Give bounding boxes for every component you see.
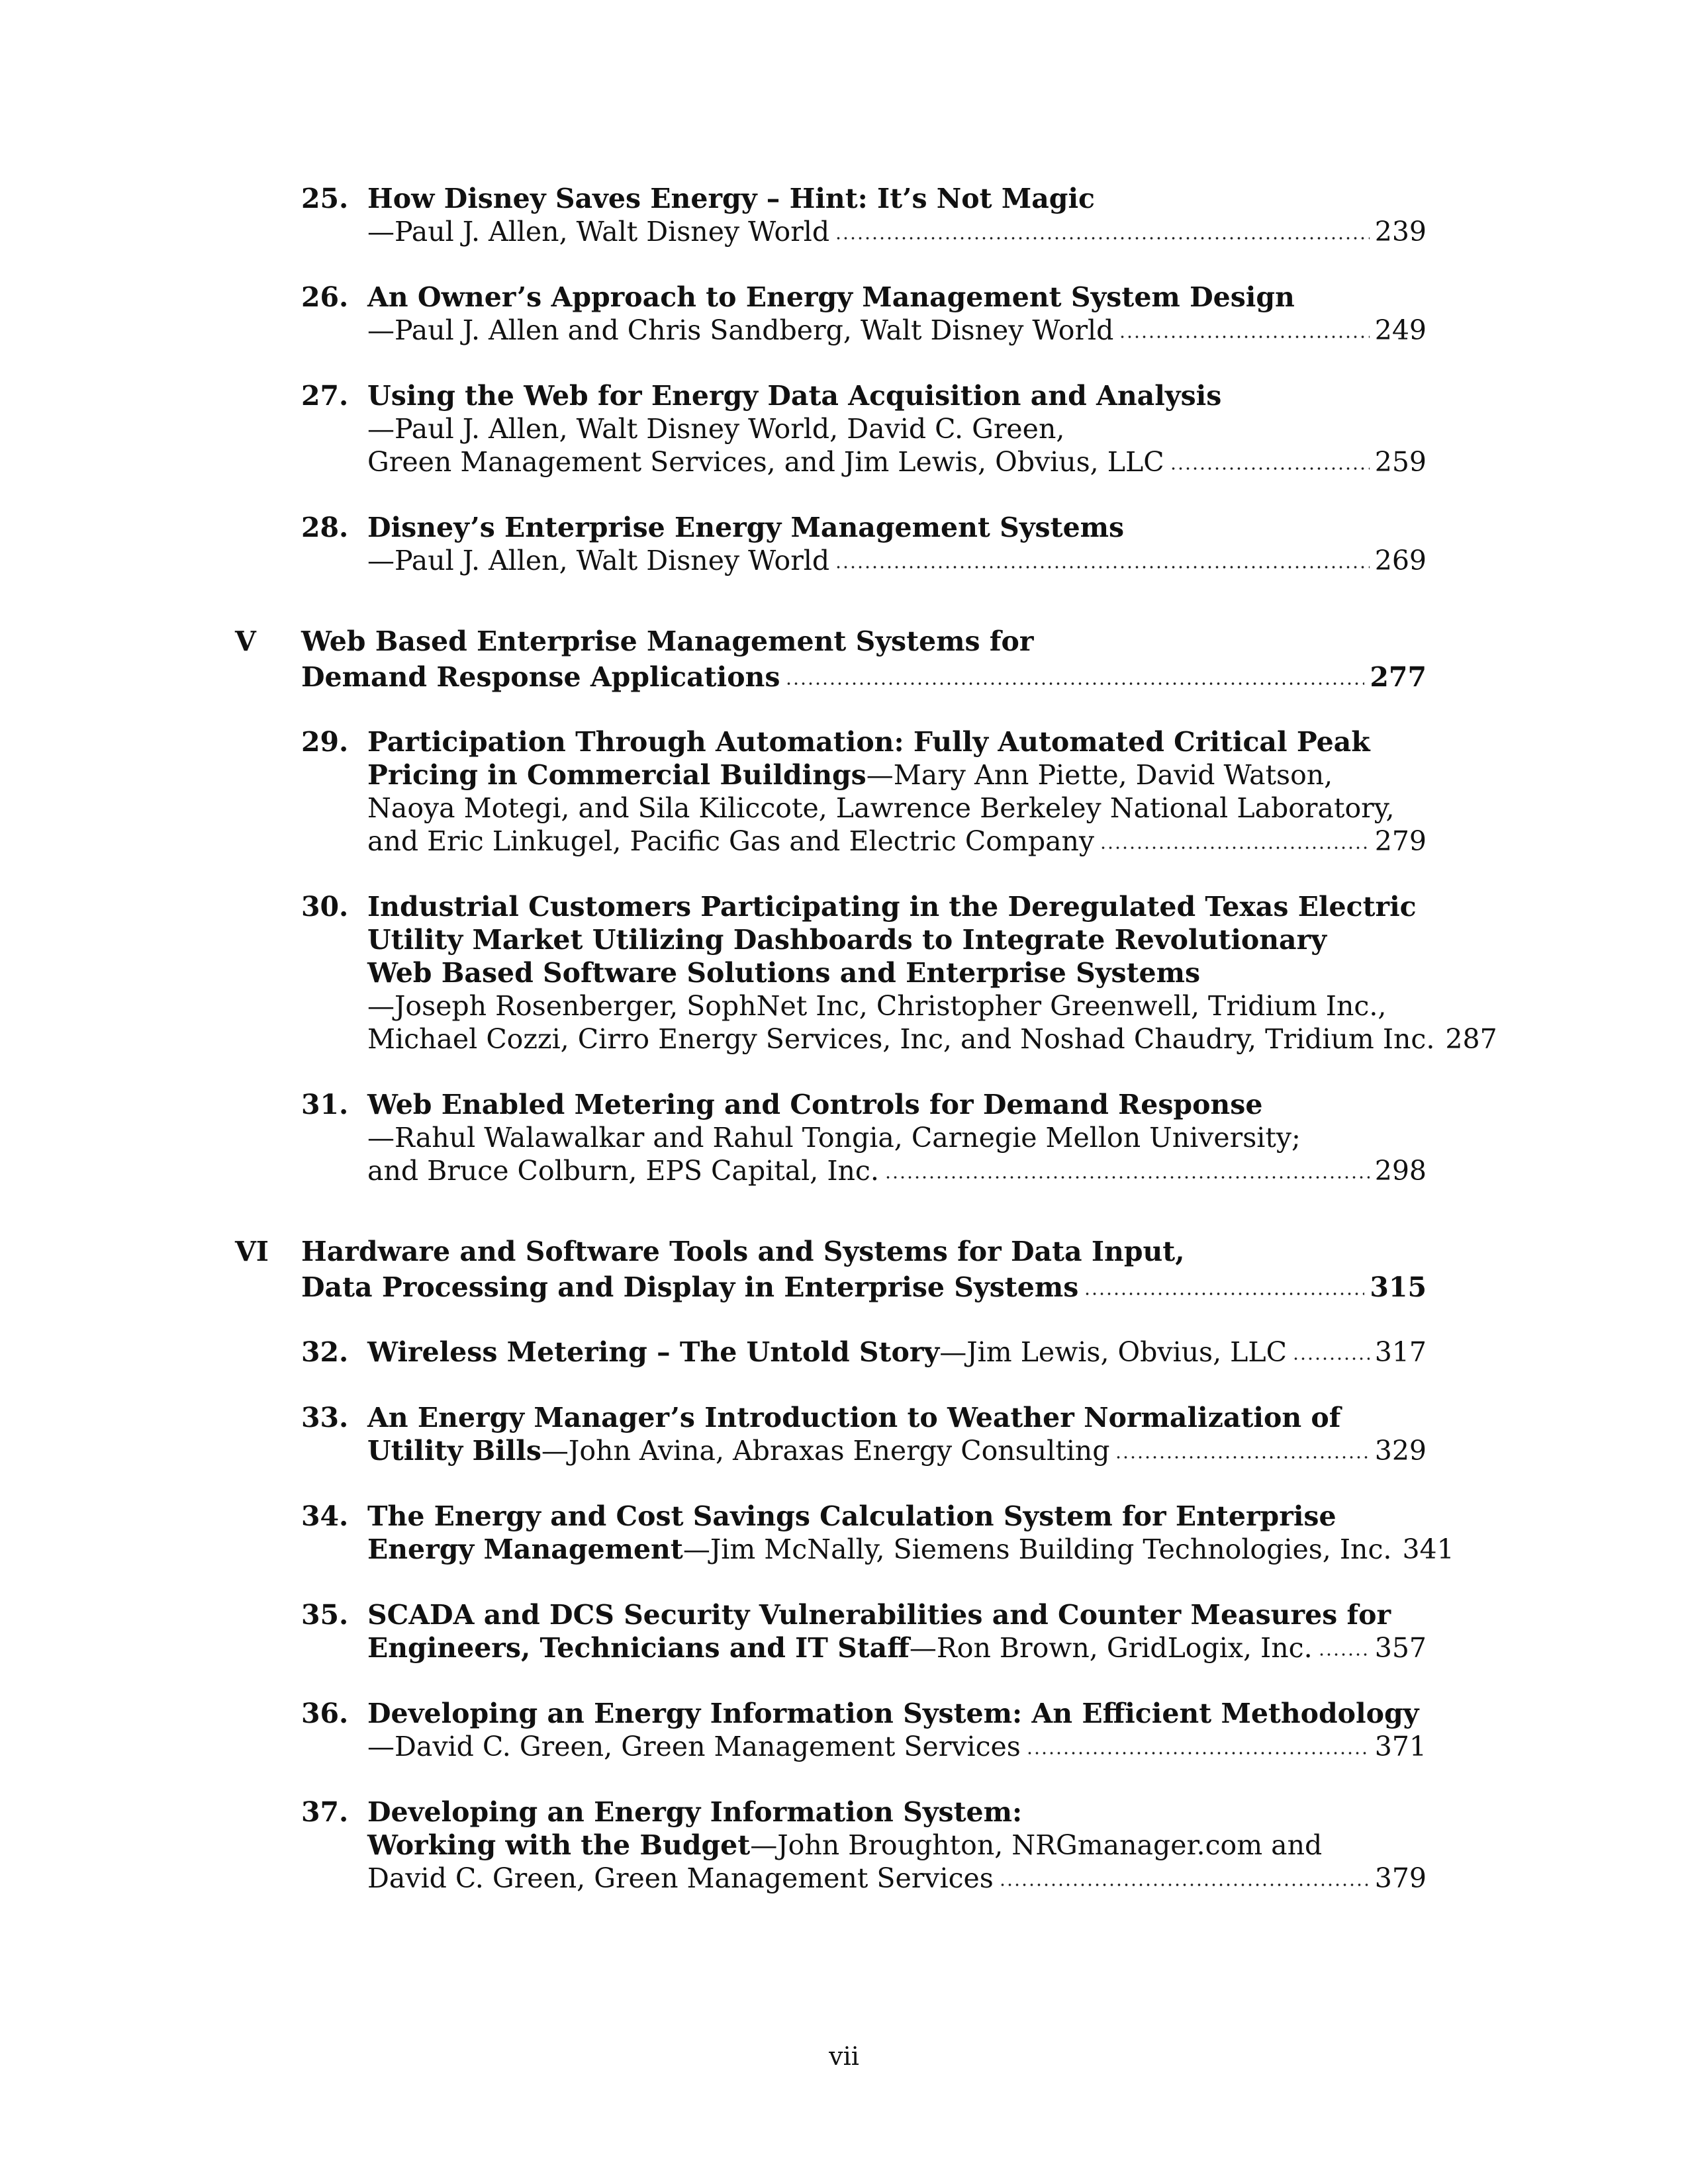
entry-title-cont: Energy Management xyxy=(367,1533,683,1565)
toc-entry-33 xyxy=(301,1401,1427,1467)
entry-number: 27. xyxy=(301,380,349,412)
entry-leader-line xyxy=(367,544,1427,577)
entry-page: 279 xyxy=(1374,825,1427,857)
toc-entry-26 xyxy=(301,281,1427,347)
toc-entry-37 xyxy=(301,1796,1427,1895)
toc-entry-32 xyxy=(301,1336,1427,1369)
entry-title: Disney’s Enterprise Energy Management Systems xyxy=(367,512,1125,543)
entry-number: 37. xyxy=(301,1796,349,1828)
entry-title: An Energy Manager’s Introduction to Weather Normalization of xyxy=(367,1402,1341,1433)
entry-title: Using the Web for Energy Data Acquisition and Analysis xyxy=(367,380,1222,412)
entry-authors-cont: Naoya Motegi, and Sila Kiliccote, Lawrence Berkeley National Laboratory, xyxy=(367,792,1395,824)
part-page: 315 xyxy=(1370,1271,1427,1303)
entry-title: Web Enabled Metering and Controls for Demand Response xyxy=(367,1089,1263,1120)
entry-title-line2 xyxy=(367,758,1427,792)
entry-authors: —Jim Lewis, Obvius, LLC xyxy=(939,1336,1287,1368)
dot-leader xyxy=(785,666,1364,686)
toc-entry-30 xyxy=(301,890,1497,1056)
entry-title-line2 xyxy=(367,1829,1427,1862)
entry-leader-line xyxy=(367,1023,1497,1056)
entry-authors: —John Broughton, NRGmanager.com and xyxy=(750,1829,1323,1861)
entry-authors-cont: and Bruce Colburn, EPS Capital, Inc. xyxy=(367,1155,879,1187)
entry-authors: —Paul J. Allen, Walt Disney World, David C. Green, xyxy=(367,413,1065,445)
entry-leader-line xyxy=(367,1434,1427,1467)
part-title-cont: Data Processing and Display in Enterprise Systems xyxy=(301,1271,1079,1303)
entry-title-cont: Utility Market Utilizing Dashboards to Integrate Revolutionary xyxy=(367,924,1327,956)
entry-number: 33. xyxy=(301,1402,349,1433)
part-numeral: VI xyxy=(235,1236,269,1267)
entry-title: Developing an Energy Information System: xyxy=(367,1796,1023,1828)
dot-leader xyxy=(835,550,1370,570)
entry-leader-line xyxy=(367,314,1427,347)
entry-title: An Owner’s Approach to Energy Management System Design xyxy=(367,281,1295,313)
entry-authors: —Mary Ann Piette, David Watson, xyxy=(866,759,1333,791)
entry-page: 317 xyxy=(1374,1336,1427,1368)
dot-leader xyxy=(1115,1440,1369,1460)
entry-page: 239 xyxy=(1374,216,1427,248)
entry-page: 259 xyxy=(1374,446,1427,478)
entry-authors: —Ron Brown, GridLogix, Inc. xyxy=(909,1632,1313,1664)
entry-leader-line xyxy=(367,1631,1427,1664)
dot-leader xyxy=(1318,1637,1370,1657)
entry-title-cont: Web Based Software Solutions and Enterprise Systems xyxy=(367,957,1201,989)
entry-title: Wireless Metering – The Untold Story xyxy=(367,1336,940,1368)
entry-number: 36. xyxy=(301,1698,349,1729)
entry-page: 298 xyxy=(1374,1155,1427,1187)
entry-authors-cont: and Eric Linkugel, Pacific Gas and Electric Company xyxy=(367,825,1095,857)
dot-leader xyxy=(1292,1342,1370,1361)
entry-title-cont: Utility Bills xyxy=(367,1435,541,1467)
entry-leader-line xyxy=(367,1336,1427,1369)
entry-title: Developing an Energy Information System: An Efficient Methodology xyxy=(367,1698,1419,1729)
part-leader-line xyxy=(301,659,1427,695)
entry-leader-line xyxy=(367,215,1427,248)
entry-number: 34. xyxy=(301,1500,349,1532)
dot-leader xyxy=(999,1868,1370,1888)
entry-title-cont: Engineers, Technicians and IT Staff xyxy=(367,1632,910,1664)
part-heading-vi xyxy=(235,1234,1427,1305)
entry-leader-line xyxy=(367,1862,1427,1895)
entry-authors-cont: Michael Cozzi, Cirro Energy Services, Inc, and Noshad Chaudry, Tridium Inc. xyxy=(367,1023,1435,1055)
entry-number: 32. xyxy=(301,1336,349,1368)
entry-page: 371 xyxy=(1374,1731,1427,1762)
entry-page: 287 xyxy=(1445,1023,1497,1055)
part-leader-line xyxy=(301,1269,1427,1305)
entry-page: 269 xyxy=(1374,545,1427,576)
entry-page: 379 xyxy=(1374,1862,1427,1894)
dot-leader xyxy=(835,221,1370,241)
toc-entry-36 xyxy=(301,1697,1427,1763)
entry-number: 30. xyxy=(301,891,349,923)
entry-number: 28. xyxy=(301,512,349,543)
page-number: vii xyxy=(829,2042,859,2071)
entry-number: 35. xyxy=(301,1599,349,1631)
entry-leader-line xyxy=(367,1730,1427,1763)
entry-title-cont: Working with the Budget xyxy=(367,1829,751,1861)
toc-entry-25 xyxy=(301,182,1427,248)
entry-authors: —Jim McNally, Siemens Building Technologies, Inc. xyxy=(682,1533,1392,1565)
part-title: Web Based Enterprise Management Systems for xyxy=(301,625,1034,657)
entry-page: 357 xyxy=(1374,1632,1427,1664)
dot-leader xyxy=(1119,320,1369,340)
entry-page: 341 xyxy=(1402,1533,1454,1565)
part-page: 277 xyxy=(1370,661,1427,693)
entry-leader-line xyxy=(367,1154,1427,1187)
entry-title: SCADA and DCS Security Vulnerabilities and Counter Measures for xyxy=(367,1599,1391,1631)
entry-authors-cont: David C. Green, Green Management Services xyxy=(367,1862,994,1894)
toc-entry-31 xyxy=(301,1088,1427,1187)
entry-leader-line xyxy=(367,825,1427,858)
entry-authors-cont: Green Management Services, and Jim Lewis, Obvius, LLC xyxy=(367,446,1164,478)
entry-page: 249 xyxy=(1374,314,1427,346)
dot-leader xyxy=(1084,1277,1364,1297)
entry-authors: —John Avina, Abraxas Energy Consulting xyxy=(541,1435,1110,1467)
entry-number: 31. xyxy=(301,1089,349,1120)
entry-authors: —David C. Green, Green Management Services xyxy=(367,1731,1021,1762)
toc-entry-35 xyxy=(301,1598,1427,1664)
dot-leader xyxy=(1100,831,1370,850)
entry-title: How Disney Saves Energy – Hint: It’s Not Magic xyxy=(367,183,1095,214)
entry-number: 29. xyxy=(301,726,349,758)
dot-leader xyxy=(1170,451,1370,471)
toc-entry-34 xyxy=(301,1500,1454,1566)
entry-title: The Energy and Cost Savings Calculation System for Enterprise xyxy=(367,1500,1336,1532)
dot-leader xyxy=(884,1160,1370,1180)
dot-leader xyxy=(1026,1736,1370,1756)
part-title-cont: Demand Response Applications xyxy=(301,661,780,693)
entry-page: 329 xyxy=(1374,1435,1427,1467)
entry-authors: —Joseph Rosenberger, SophNet Inc, Christopher Greenwell, Tridium Inc., xyxy=(367,990,1387,1022)
part-numeral: V xyxy=(235,625,256,657)
entry-authors: —Paul J. Allen, Walt Disney World xyxy=(367,216,830,248)
entry-authors: —Rahul Walawalkar and Rahul Tongia, Carnegie Mellon University; xyxy=(367,1122,1301,1154)
part-heading-v xyxy=(235,623,1427,695)
entry-title-cont: Pricing in Commercial Buildings xyxy=(367,759,867,791)
entry-authors: —Paul J. Allen, Walt Disney World xyxy=(367,545,830,576)
entry-leader-line xyxy=(367,445,1427,478)
entry-leader-line xyxy=(367,1533,1454,1566)
entry-authors: —Paul J. Allen and Chris Sandberg, Walt Disney World xyxy=(367,314,1114,346)
entry-title: Participation Through Automation: Fully Automated Critical Peak xyxy=(367,726,1370,758)
toc-entry-28 xyxy=(301,511,1427,577)
part-title: Hardware and Software Tools and Systems for Data Input, xyxy=(301,1236,1185,1267)
table-of-contents xyxy=(235,182,1497,1927)
entry-title: Industrial Customers Participating in the Deregulated Texas Electric xyxy=(367,891,1417,923)
toc-entry-29 xyxy=(301,725,1427,858)
entry-number: 25. xyxy=(301,183,349,214)
entry-number: 26. xyxy=(301,281,349,313)
toc-entry-27 xyxy=(301,379,1427,478)
